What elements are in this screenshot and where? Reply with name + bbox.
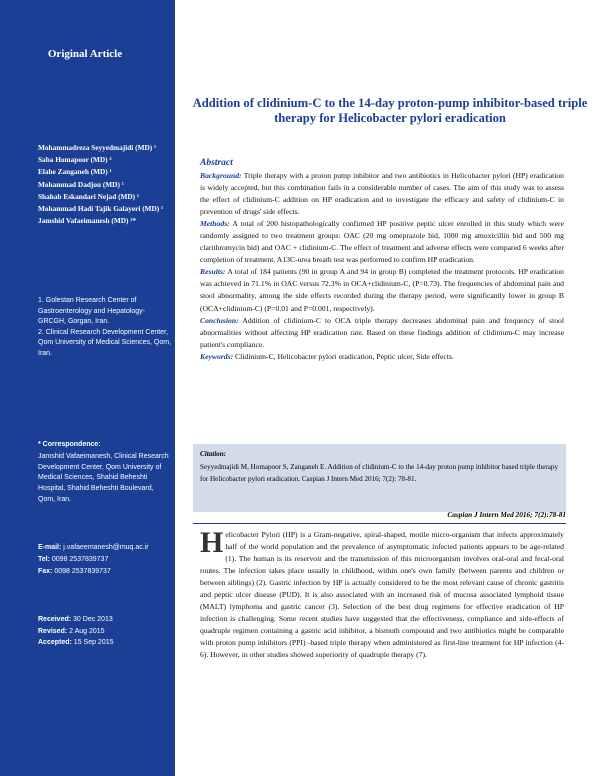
- email-label: E-mail:: [38, 544, 62, 551]
- tel-line: [38, 554, 172, 566]
- received-line: [38, 614, 172, 626]
- citation-text: Seyyedmajidi M, Homapoor S, Zanganeh E. Addition of clidinium-C to the 14-day proton pump inhibitor based triple therapy for Helicobacter pylori eradication. Caspian J Intern Med 2016; 7(2): 78-81.: [200, 462, 558, 483]
- background-text: Triple therapy with a proton pump inhibitor and two antibiotics in Helicobacter pylori (HP) eradication is widely accepted, but this combination fails in a considerable number of cases. The aim of this study was to assess the effect of clidinium-C addition on HP eradication and to investigate the efficacy and safety of clidinium-C in prevention of drugs' side effects.: [200, 171, 564, 217]
- abstract-keywords: [200, 351, 564, 363]
- body-paragraph-text: elicobacter Pylori (HP) is a Gram-negative, spiral-shaped, motile micro-organism that infects approximately half of the world population and the prevalence of asymptomatic infected patients appears to be age-related (1). The human is its reservoir and the transmission of this microorganism involves oral-oral and fecal-oral routes. The infection takes place usually in childhood, within one's own family (between parents and children or between siblings) (2). Gastric infection by HP is actually considered to be the most relevant cause of chronic gastritis and peptic ulcer disease (PUD). It is also associated with an increased risk of mucosa associated lymphoid tissue (MALT) lymphoma and gastric cancer (3). Selection of the best drug regimens for effective eradication of HP infection is challenging. Some recent studies have suggested that the effectiveness, compliance and side-effects of quadruple regimen containing a gastric acid inhibitor, a bismuth compound and two antibiotics might be comparable with proton pump inhibitors (PPI) -based triple therapy when administered as first-line treatment for HP infection (4-6). However, in other studies showed superiority of quadruple therapy (7).: [200, 530, 564, 660]
- contact-info: [38, 542, 172, 578]
- divider: [193, 523, 566, 524]
- tel-value: 0098 2537839737: [51, 556, 109, 563]
- results-label: Results:: [200, 267, 226, 277]
- abstract-methods: [200, 218, 564, 266]
- abstract: [200, 158, 564, 363]
- author-item: Mohammadreza Seyyedmajidi (MD) ¹: [38, 143, 157, 152]
- tel-label: Tel:: [38, 556, 50, 563]
- fax-line: [38, 566, 172, 578]
- conclusion-text: Addition of clidinium-C to OCA triple therapy decreases abdominal pain and frequency of stool abnormalities without affecting HP eradication rate. Based on these findings addition of clidinium-C may increase patient's compliance.: [200, 315, 564, 349]
- methods-text: A total of 200 histopathologically confirmed HP positive peptic ulcer enrolled in this study which were randomly assigned to two treatment groups: OAC (20 mg omeprazole bid, 1000 mg amoxicillin bid and 500 mg clarithromycin bid) and OAC + clidinium-C. The effect of treatment and adverse effects were compared 6 weeks after completion of treatment. A13C-urea breath test was performed to confirm HP eradication.: [200, 219, 564, 265]
- correspondence-heading: * Correspondence:: [38, 441, 101, 448]
- email-line: [38, 542, 172, 554]
- body-text: [200, 526, 564, 662]
- journal-reference: Caspian J Intern Med 2016; 7(2):78-81: [447, 510, 566, 519]
- fax-value: 0098 2537839737: [54, 568, 111, 575]
- received-label: Received:: [38, 616, 72, 623]
- abstract-background: [200, 170, 564, 218]
- accepted-date: 15 Sep 2015: [73, 639, 114, 646]
- results-text: A total of 184 patients (90 in group A and 94 in group B) completed the treatment protocols. HP eradication was achieved in 71.1% in OAC versus 72.3% in OCA+clidinium-C, (P=0.73). The frequencies of abdominal pain and stool abnormality, among the side effects recorded during the therapy period, were significantly lower in group B (OCA+clidinium-C) (P=0.01 and P=0.001, respectively).: [200, 267, 564, 313]
- drop-cap: H: [200, 526, 224, 559]
- keywords-text: Clidinium-C, Helicobacter pylori eradication, Peptic ulcer, Side effects.: [235, 351, 454, 361]
- author-item: Elahe Zanganeh (MD) ¹: [38, 167, 112, 177]
- email-link[interactable]: j.vafaeemanesh@muq.ac.ir: [63, 544, 149, 551]
- affiliation-item: 1. Golestan Research Center of Gastroenterology and Hepatology-GRCGH, Gorgan, Iran.: [38, 297, 146, 325]
- revised-line: [38, 626, 172, 638]
- abstract-heading: Abstract: [200, 158, 233, 168]
- received-date: 30 Dec 2013: [73, 616, 113, 623]
- author-item: Jamshid Vafaeimanesh (MD) ²*: [38, 216, 137, 226]
- citation-heading: Citation:: [200, 450, 227, 458]
- author-item: Mohammad Dadjou (MD) ¹: [38, 179, 124, 189]
- keywords-label: Keywords:: [200, 351, 234, 361]
- body-paragraph: [200, 526, 564, 662]
- affiliation-item: 2. Clinical Research Development Center, Qom University of Medical Sciences, Qom, Iran.: [38, 328, 172, 357]
- author-list: [38, 142, 172, 227]
- article-title: Addition of clidinium-C to the 14-day proton-pump inhibitor-based triple therapy for Helicobacter pylori eradication: [192, 96, 588, 125]
- sidebar: [0, 0, 175, 776]
- author-item: Shahab Eskandari Nejad (MD) ¹: [38, 191, 140, 201]
- abstract-conclusion: [200, 315, 564, 351]
- citation-box: [193, 444, 566, 512]
- revised-date: 2 Aug 2015: [69, 627, 105, 635]
- article-type-label: Original Article: [47, 48, 123, 60]
- affiliations: [38, 296, 172, 359]
- correspondence: [38, 440, 172, 506]
- author-item: Saba Homapoor (MD) ²: [38, 155, 112, 165]
- correspondence-text: Jamshid Vafaeimanesh, Clinical Research Development Center, Qom University of Medical Sciences, Shahid Beheshti Hospital, Shahid Beheshti Boulevard, Qom, Iran.: [38, 452, 169, 503]
- author-item: Mohammad Hadi Tajik Galayeri (MD) ¹: [38, 204, 164, 214]
- accepted-line: [38, 637, 172, 649]
- revised-label: Revised:: [38, 627, 68, 635]
- conclusion-label: Conclusion:: [200, 315, 239, 325]
- abstract-results: [200, 266, 564, 314]
- fax-label: Fax:: [38, 568, 53, 575]
- article-dates: [38, 614, 172, 649]
- background-label: Background:: [200, 171, 242, 180]
- accepted-label: Accepted:: [38, 639, 72, 646]
- methods-label: Methods:: [200, 219, 230, 229]
